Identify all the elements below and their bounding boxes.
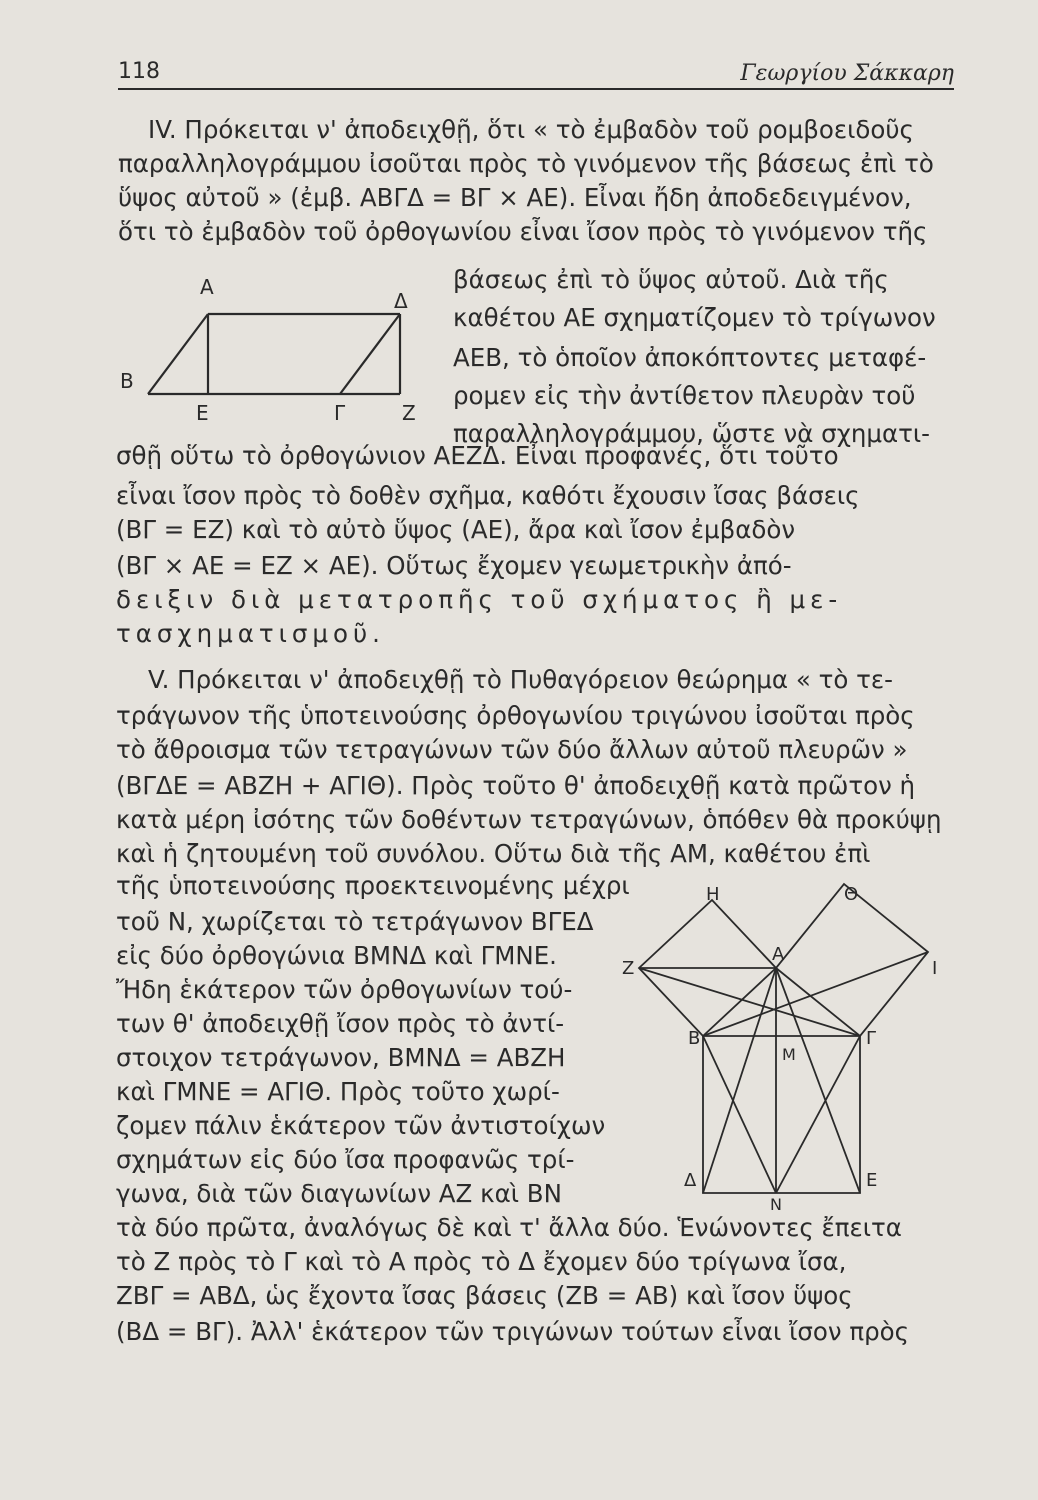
label-epsilon: Ε (196, 401, 209, 425)
text-line: ΑΕΒ, τὸ ὁποῖον ἀποκόπτοντες μεταφέ- (453, 343, 927, 372)
text-line: τὰ δύο πρῶτα, ἀναλόγως δὲ καὶ τ' ἄλλα δύο. Ἑνώνοντες ἔπειτα (116, 1213, 902, 1242)
text-line: παραλληλογράμμου ἰσοῦται πρὸς τὸ γινόμενον τῆς βάσεως ἐπὶ τὸ (118, 149, 934, 178)
text-line: τὸ Ζ πρὸς τὸ Γ καὶ τὸ Α πρὸς τὸ Δ ἔχομεν δύο τρίγωνα ἴσα, (116, 1247, 847, 1276)
text-line: τῆς ὑποτεινούσης προεκτεινομένης μέχρι (116, 871, 630, 900)
text-line: σθῇ οὕτω τὸ ὀρθογώνιον ΑΕΖΔ. Εἶναι προφανές, ὅτι τοῦτο (116, 441, 839, 470)
text-line: κατὰ μέρη ἰσότης τῶν δοθέντων τετραγώνων, ὁπόθεν θὰ προκύψῃ (116, 805, 942, 834)
text-line: εἶναι ἴσον πρὸς τὸ δοθὲν σχῆμα, καθότι ἔχουσιν ἴσας βάσεις (116, 481, 860, 510)
text-line: τὸ ἄθροισμα τῶν τετραγώνων τῶν δύο ἄλλων αὐτοῦ πλευρῶν » (116, 735, 908, 764)
text-line: γωνα, διὰ τῶν διαγωνίων ΑΖ καὶ ΒΝ (116, 1179, 562, 1208)
label-eta: Η (706, 884, 720, 905)
running-header (118, 52, 954, 90)
text-line: ὅτι τὸ ἐμβαδὸν τοῦ ὀρθογωνίου εἶναι ἴσον πρὸς τὸ γινόμενον τῆς (118, 217, 928, 246)
text-line: τοῦ Ν, χωρίζεται τὸ τετράγωνον ΒΓΕΔ (116, 907, 594, 936)
text-line: εἰς δύο ὀρθογώνια ΒΜΝΔ καὶ ΓΜΝΕ. (116, 941, 557, 970)
label-alpha: Α (772, 944, 785, 965)
label-beta: Β (688, 1028, 701, 1049)
label-zeta: Ζ (622, 958, 635, 979)
text-line: IV. Πρόκειται ν' ἀποδειχθῇ, ὅτι « τὸ ἐμβαδὸν τοῦ ρομβοειδοῦς (148, 115, 914, 144)
text-line: παραλληλογράμμου, ὥστε νὰ σχηματι- (453, 419, 931, 448)
label-gamma: Γ (334, 401, 346, 425)
text-line: (ΒΓ = ΕΖ) καὶ τὸ αὐτὸ ὕψος (ΑΕ), ἄρα καὶ ἴσον ἐμβαδὸν (116, 515, 796, 544)
text-line: βάσεως ἐπὶ τὸ ὕψος αὐτοῦ. Διὰ τῆς (453, 265, 889, 294)
text-line: ζομεν πάλιν ἑκάτερον τῶν ἀντιστοίχων (116, 1111, 606, 1140)
text-line: Ἤδη ἑκάτερον τῶν ὀρθογωνίων τού- (116, 975, 573, 1004)
label-delta: Δ (394, 289, 408, 313)
text-line: των θ' ἀποδειχθῇ ἴσον πρὸς τὸ ἀντί- (116, 1009, 565, 1038)
author-name: Γεωργίου Σάκκαρη (740, 61, 954, 86)
text-line: (ΒΓΔΕ = ΑΒΖΗ + ΑΓΙΘ). Πρὸς τοῦτο θ' ἀποδειχθῇ κατὰ πρῶτον ἡ (116, 771, 916, 800)
label-nu: Ν (770, 1195, 782, 1210)
text-line: καθέτου ΑΕ σχηματίζομεν τὸ τρίγωνον (453, 303, 936, 332)
page-number: 118 (118, 59, 160, 84)
label-beta: Β (120, 369, 134, 393)
text-line: στοιχον τετράγωνον, ΒΜΝΔ = ΑΒΖΗ (116, 1043, 566, 1072)
label-theta: Θ (844, 884, 859, 905)
label-mu: Μ (782, 1045, 796, 1064)
parallelogram-figure (100, 270, 440, 430)
text-line: ρομεν εἰς τὴν ἀντίθετον πλευρὰν τοῦ (453, 381, 916, 410)
text-line: (ΒΓ × ΑΕ = ΕΖ × ΑΕ). Οὕτως ἔχομεν γεωμετρικὴν ἀπό- (116, 551, 792, 580)
label-alpha: Α (200, 275, 214, 299)
text-line: καὶ ἡ ζητουμένη τοῦ συνόλου. Οὕτω διὰ τῆς ΑΜ, καθέτου ἐπὶ (116, 839, 871, 868)
text-line: V. Πρόκειται ν' ἀποδειχθῇ τὸ Πυθαγόρειον θεώρημα « τὸ τε- (148, 665, 893, 694)
text-line: ΖΒΓ = ΑΒΔ, ὡς ἔχοντα ἴσας βάσεις (ΖΒ = ΑΒ) καὶ ἴσον ὕψος (116, 1281, 853, 1310)
text-line: τράγωνον τῆς ὑποτεινούσης ὀρθογωνίου τριγώνου ἰσοῦται πρὸς (116, 701, 915, 730)
pythagorean-figure (620, 880, 970, 1210)
label-gamma: Γ (866, 1028, 877, 1049)
text-line: τασχηματισμοῦ. (116, 619, 385, 648)
text-line: καὶ ΓΜΝΕ = ΑΓΙΘ. Πρὸς τοῦτο χωρί- (116, 1077, 560, 1106)
label-zeta: Ζ (402, 401, 416, 425)
text-line: ὕψος αὐτοῦ » (ἐμβ. ΑΒΓΔ = ΒΓ × ΑΕ). Εἶναι ἤδη ἀποδεδειγμένον, (118, 183, 912, 212)
text-line: (ΒΔ = ΒΓ). Ἀλλ' ἑκάτερον τῶν τριγώνων τούτων εἶναι ἴσον πρὸς (116, 1317, 910, 1346)
label-epsilon: Ε (866, 1170, 878, 1191)
text-line: σχημάτων εἰς δύο ἴσα προφανῶς τρί- (116, 1145, 575, 1174)
text-line: δειξιν διὰ μετατροπῆς τοῦ σχήματος ἢ με- (116, 585, 843, 614)
label-iota: Ι (932, 958, 938, 979)
label-delta: Δ (684, 1170, 697, 1191)
